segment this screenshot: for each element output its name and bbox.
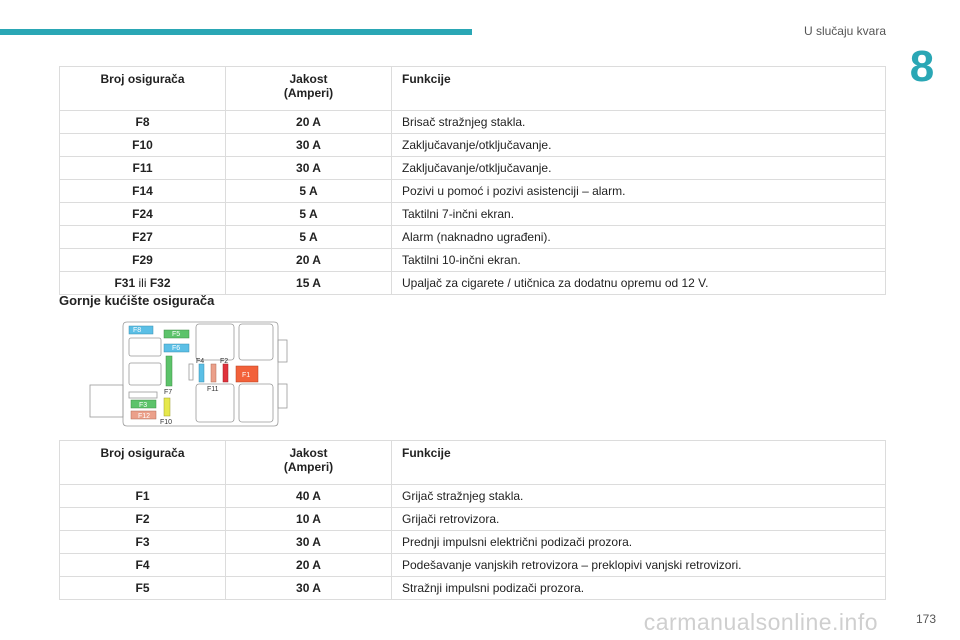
- table-row: [60, 508, 886, 531]
- right-connector-top: [278, 340, 287, 362]
- fuse-number: F2: [60, 508, 226, 531]
- relay-slot: [196, 324, 234, 360]
- header-amperage: [226, 67, 392, 111]
- table-row: [60, 577, 886, 600]
- fuse-amperage: 10 A: [226, 508, 392, 531]
- fuse-function: Taktilni 7-inčni ekran.: [392, 203, 886, 226]
- table-row: [60, 157, 886, 180]
- header-amperage-line2: (Amperi): [283, 86, 334, 100]
- table-header-row: [60, 441, 886, 485]
- fuse-number: F29: [60, 249, 226, 272]
- fuse-amperage: 5 A: [226, 180, 392, 203]
- fuse-function: Grijači retrovizora.: [392, 508, 886, 531]
- header-amperage: [226, 441, 392, 485]
- fuse-function: Zaključavanje/otključavanje.: [392, 157, 886, 180]
- header-accent-bar: [0, 29, 472, 35]
- watermark: carmanualsonline.info: [643, 609, 878, 635]
- label-f6: F6: [172, 345, 181, 352]
- fuse-number: F4: [60, 554, 226, 577]
- fuse-number: F14: [60, 180, 226, 203]
- right-connector-bottom: [278, 384, 287, 408]
- upper-fuse-box-heading: Gornje kućište osigurača: [59, 293, 215, 308]
- table-row: [60, 226, 886, 249]
- table-row: [60, 203, 886, 226]
- fuse-table-2: [59, 440, 886, 600]
- fuse-number-a: F31: [114, 276, 136, 290]
- label-f5: F5: [172, 331, 181, 338]
- label-f3: F3: [139, 402, 148, 409]
- fuse-function: Podešavanje vanjskih retrovizora – preklopivi vanjski retrovizori.: [392, 554, 886, 577]
- relay-slot: [129, 363, 161, 385]
- table-header-row: [60, 67, 886, 111]
- table-row: [60, 554, 886, 577]
- or-word: ili: [138, 276, 147, 290]
- fuse-slot: [189, 364, 193, 380]
- label-f4: F4: [196, 358, 205, 365]
- fuse-amperage: 20 A: [226, 249, 392, 272]
- label-f7: F7: [164, 389, 173, 396]
- fuse-function: Grijač stražnjeg stakla.: [392, 485, 886, 508]
- fuse-function: Alarm (naknadno ugrađeni).: [392, 226, 886, 249]
- table-row: [60, 272, 886, 295]
- fuse-number: F27: [60, 226, 226, 249]
- fuse-amperage: 30 A: [226, 577, 392, 600]
- label-f11: F11: [207, 386, 219, 393]
- fuse-amperage: 20 A: [226, 111, 392, 134]
- fuse-amperage: 5 A: [226, 203, 392, 226]
- label-f8: F8: [133, 327, 142, 334]
- table-row: [60, 134, 886, 157]
- fuse-f4: [199, 364, 204, 382]
- fuse-function: Upaljač za cigarete / utičnica za dodatnu opremu od 12 V.: [392, 272, 886, 295]
- fuse-function: Brisač stražnjeg stakla.: [392, 111, 886, 134]
- fuse-number: F11: [60, 157, 226, 180]
- fuse-function: Stražnji impulsni podizači prozora.: [392, 577, 886, 600]
- label-f10: F10: [160, 419, 173, 426]
- fuse-function: Pozivi u pomoć i pozivi asistenciji – alarm.: [392, 180, 886, 203]
- fuse-function: Taktilni 10-inčni ekran.: [392, 249, 886, 272]
- header-functions: Funkcije: [392, 441, 886, 485]
- fuse-number: F5: [60, 577, 226, 600]
- header-fuse-number: Broj osigurača: [60, 67, 226, 111]
- label-f1: F1: [242, 372, 251, 379]
- table-row: [60, 111, 886, 134]
- fuse-function: Zaključavanje/otključavanje.: [392, 134, 886, 157]
- fuse-f7: [166, 356, 172, 386]
- fuse-box-diagram: [88, 318, 292, 430]
- label-f2: F2: [220, 358, 229, 365]
- fuse-number: F1: [60, 485, 226, 508]
- fuse-slot: [129, 392, 157, 398]
- label-f12: F12: [138, 413, 151, 420]
- relay-slot: [239, 384, 273, 422]
- fuse-f2: [223, 364, 228, 382]
- fuse-amperage: 30 A: [226, 157, 392, 180]
- page-number: 173: [915, 612, 936, 626]
- fuse-number: F24: [60, 203, 226, 226]
- fuse-number: [60, 272, 226, 295]
- relay-slot: [129, 338, 161, 356]
- header-amperage-line1: Jakost: [289, 446, 328, 460]
- chapter-number: 8: [909, 42, 935, 91]
- header-amperage-line2: (Amperi): [283, 460, 334, 474]
- header-fuse-number: Broj osigurača: [60, 441, 226, 485]
- header-functions: Funkcije: [392, 67, 886, 111]
- fuse-number: F3: [60, 531, 226, 554]
- header-amperage-line1: Jakost: [289, 72, 328, 86]
- fuse-f11: [211, 364, 216, 382]
- relay-slot: [239, 324, 273, 360]
- fuse-amperage: 30 A: [226, 531, 392, 554]
- fuse-amperage: 40 A: [226, 485, 392, 508]
- left-connector: [90, 385, 123, 417]
- fuse-amperage: 20 A: [226, 554, 392, 577]
- fuse-amperage: 15 A: [226, 272, 392, 295]
- fuse-number-b: F32: [149, 276, 171, 290]
- fuse-amperage: 30 A: [226, 134, 392, 157]
- fuse-number: F8: [60, 111, 226, 134]
- fuse-amperage: 5 A: [226, 226, 392, 249]
- section-title: U slučaju kvara: [803, 24, 886, 38]
- fuse-table-1: [59, 66, 886, 295]
- fuse-f10: [164, 398, 170, 416]
- table-row: [60, 531, 886, 554]
- table-row: [60, 180, 886, 203]
- table-row: [60, 249, 886, 272]
- fuse-number: F10: [60, 134, 226, 157]
- fuse-function: Prednji impulsni električni podizači prozora.: [392, 531, 886, 554]
- table-row: [60, 485, 886, 508]
